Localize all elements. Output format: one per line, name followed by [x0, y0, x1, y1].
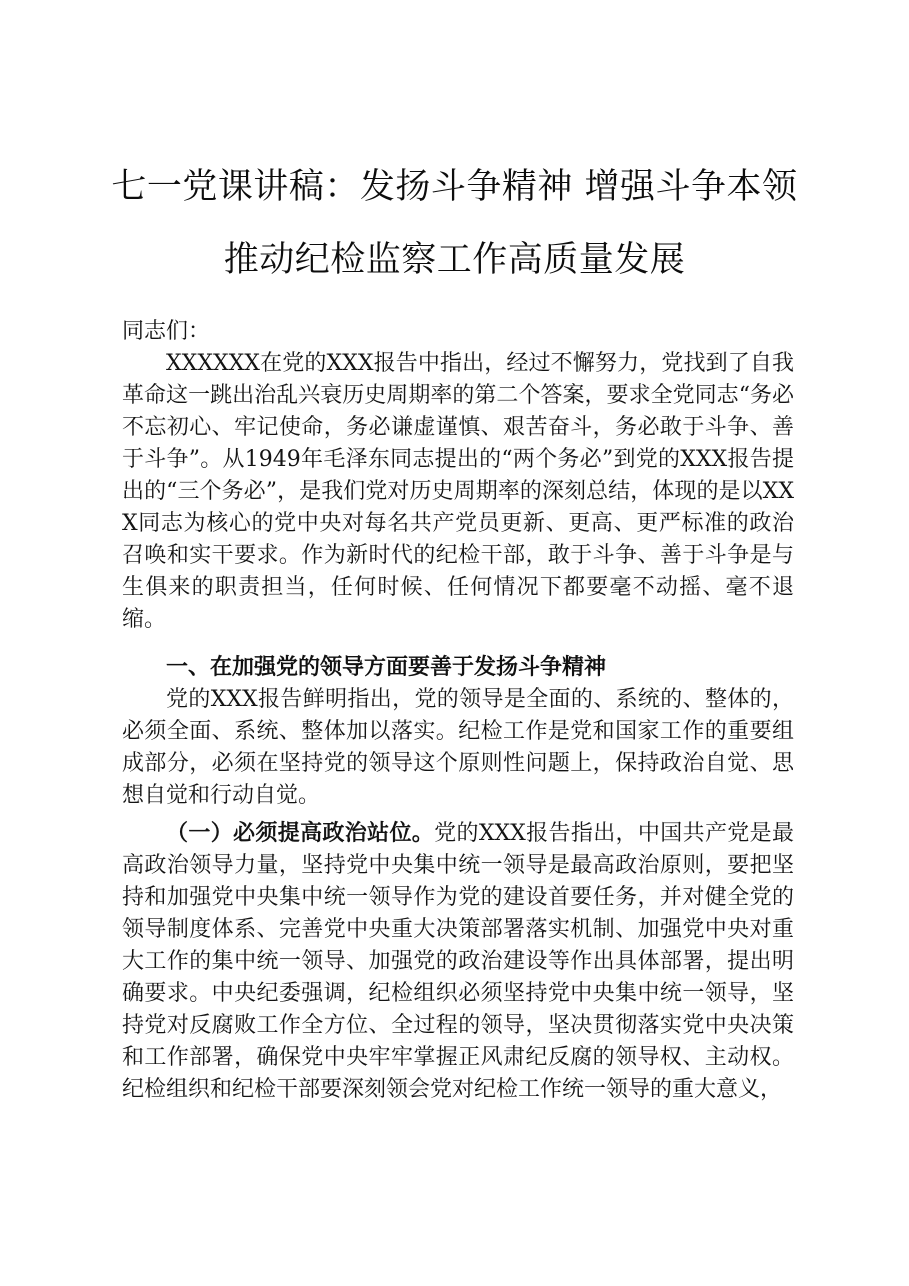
document-title-line-2: 推动纪检监察工作高质量发展 — [223, 240, 686, 280]
section-heading-1: 一、在加强党的领导方面要善于发扬斗争精神 — [166, 655, 607, 680]
paragraph-intro: XXXXXX在党的XXX报告中指出，经过不懈努力，党找到了自我革命这一跳出治乱兴衰历史周期率的第二个答案，要求全党同志“务必不忘初心、牢记使命，务必谦虚谨慎、艰苦奋斗，务必敢于斗争、善于斗争”。从1949年毛泽东同志提出的“两个务必”到党的XXX报告提出的“三个务必”，是我们党对历史周期率的深刻总结，体现的是以XXX同志为核心的党中央对每名共产党员更新、更高、更严标准的政治召唤和实干要求。作为新时代的纪检干部，敢于斗争、善于斗争是与生俱来的职责担当，任何时候、任何情况下都要毫不动摇、毫不退缩。 — [122, 351, 794, 632]
subsection-1-body: 党的XXX报告指出，中国共产党是最高政治领导力量，坚持党中央集中统一领导是最高政治原则，要把坚持和加强党中央集中统一领导作为党的建设首要任务，并对健全党的领导制度体系、完善党中央重大决策部署落实机制、加强党中央对重大工作的集中统一领导、加强党的政治建设等作出具体部署，提出明确要求。中央纪委强调，纪检组织必须坚持党中央集中统一领导，坚持党对反腐败工作全方位、全过程的领导，坚决贯彻落实党中央决策和工作部署，确保党中央牢牢掌握正风肃纪反腐的领导权、主动权。纪检组织和纪检干部要深刻领会党对纪检工作统一领导的重大意义， — [122, 821, 794, 1102]
subsection-heading-1: （一）必须提高政治站位。 — [166, 821, 435, 846]
salutation: 同志们： — [122, 319, 211, 344]
paragraph-subsection-1 — [122, 818, 794, 1106]
paragraph-section-1: 党的XXX报告鲜明指出，党的领导是全面的、系统的、整体的，必须全面、系统、整体加以落实。纪检工作是党和国家工作的重要组成部分，必须在坚持党的领导这个原则性问题上，保持政治自觉、思想自觉和行动自觉。 — [122, 687, 794, 808]
document-title-line-1: 七一党课讲稿：发扬斗争精神 增强斗争本领 — [111, 167, 798, 207]
